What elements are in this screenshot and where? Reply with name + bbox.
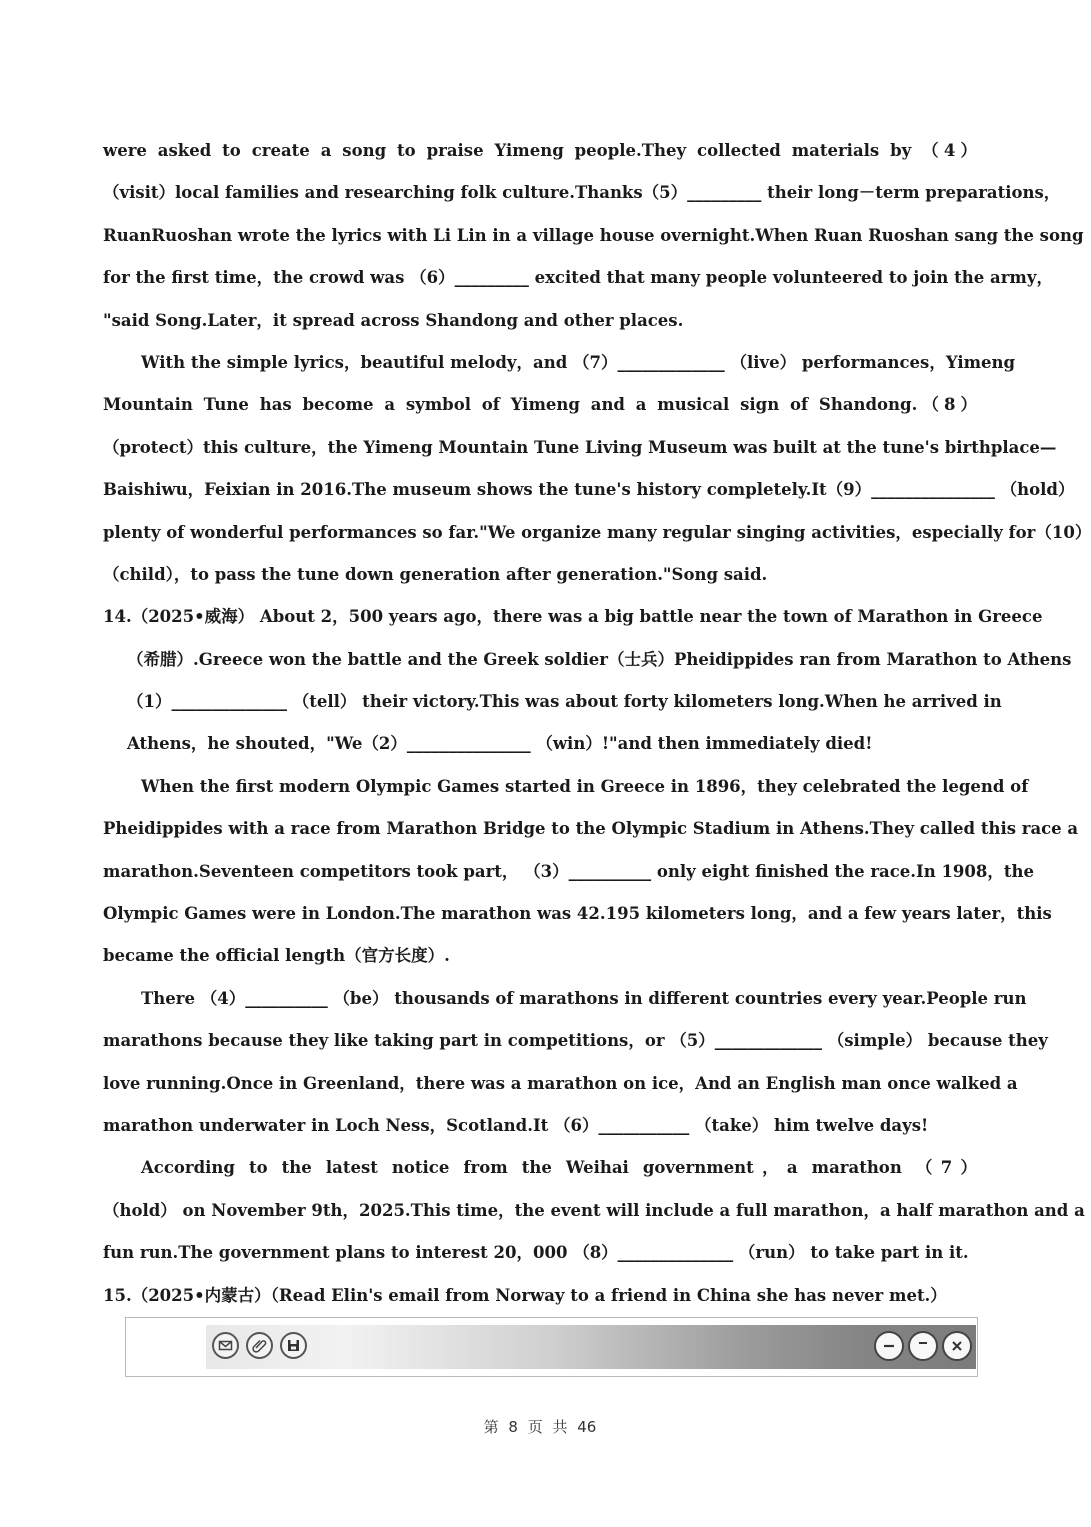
text-line: Olympic Games were in London.The marathon was 42.195 kilometers long，and a few years later，this	[103, 904, 1052, 924]
question-14-heading: 14.（2025•威海） About 2，500 years ago，there was a big battle near the town of Marathon in Greece	[103, 607, 1043, 627]
text-line: （希腊）.Greece won the battle and the Greek soldier（士兵）Pheidippides ran from Marathon to Athens	[127, 649, 1072, 669]
restore-icon[interactable]	[908, 1331, 938, 1361]
text-line: （1）______________ （tell） their victory.This was about forty kilometers long.When he arrived in	[127, 692, 1002, 712]
text-line: （child），to pass the tune down generation after generation."Song said.	[103, 564, 768, 584]
text-line: There （4）__________ （be） thousands of marathons in different countries every year.People run	[141, 988, 1027, 1008]
save-icon[interactable]	[280, 1332, 307, 1359]
text-line: With the simple lyrics，beautiful melody，and （7）_____________ （live） performances，Yimeng	[141, 352, 1016, 372]
text-line: According to the latest notice from the Weihai government，a marathon （7）	[141, 1158, 977, 1178]
text-line: marathons because they like taking part in competitions，or （5）_____________ （simple） because they	[103, 1031, 1048, 1051]
document-body	[103, 130, 1091, 1317]
text-line: marathon.Seventeen competitors took part， （3）__________ only eight finished the race.In 1908，the	[103, 861, 1034, 881]
text-line: Baishiwu，Feixian in 2016.The museum shows the tune's history completely.It（9）_______________ （hold）	[103, 480, 1075, 500]
text-line: fun run.The government plans to interest 20，000 （8）______________ （run） to take part in it.	[103, 1243, 969, 1263]
text-line: for the first time，the crowd was （6）_________ excited that many people volunteered to join the army，	[103, 268, 1053, 288]
text-line: "said Song.Later，it spread across Shandong and other places.	[103, 310, 684, 330]
paperclip-icon[interactable]	[246, 1332, 273, 1359]
text-line: RuanRuoshan wrote the lyrics with Li Lin in a village house overnight.When Ruan Ruoshan sang the song	[103, 225, 1084, 245]
text-line: Pheidippides with a race from Marathon Bridge to the Olympic Stadium in Athens.They called this race a	[103, 819, 1079, 839]
text-line: （visit）local families and researching folk culture.Thanks（5）_________ their long－term preparations，	[103, 183, 1061, 203]
text-line: （protect）this culture，the Yimeng Mountain Tune Living Museum was built at the tune's birthplace—	[103, 437, 1057, 457]
email-window-toolbar	[125, 1317, 978, 1377]
text-line: plenty of wonderful performances so far."We organize many regular singing activities，especially for（10）	[103, 522, 1091, 542]
question-15-heading: 15.（2025•内蒙古）（Read Elin's email from Norway to a friend in China she has never met.）	[103, 1285, 947, 1305]
close-icon[interactable]	[942, 1331, 972, 1361]
text-line: became the official length（官方长度）.	[103, 946, 450, 966]
envelope-icon[interactable]	[212, 1332, 239, 1359]
text-line: love running.Once in Greenland，there was a marathon on ice，And an English man once walked a	[103, 1073, 1018, 1093]
text-line: were asked to create a song to praise Yimeng people.They collected materials by （4）	[103, 141, 977, 160]
text-line: （hold） on November 9th，2025.This time，the event will include a full marathon，a half marathon and a	[103, 1200, 1085, 1220]
text-line: Mountain Tune has become a symbol of Yimeng and a musical sign of Shandong.（8）	[103, 395, 977, 415]
text-line: When the first modern Olympic Games started in Greece in 1896，they celebrated the legend of	[141, 776, 1029, 796]
text-line: Athens，he shouted，"We（2）_______________ （win）!"and then immediately died!	[127, 734, 873, 754]
text-line: marathon underwater in Loch Ness，Scotland.It （6）___________ （take） him twelve days!	[103, 1115, 929, 1135]
page-number: 第 8 页 共 46	[483, 1418, 597, 1436]
minimize-icon[interactable]	[874, 1331, 904, 1361]
email-toolbar-strip	[206, 1325, 976, 1369]
